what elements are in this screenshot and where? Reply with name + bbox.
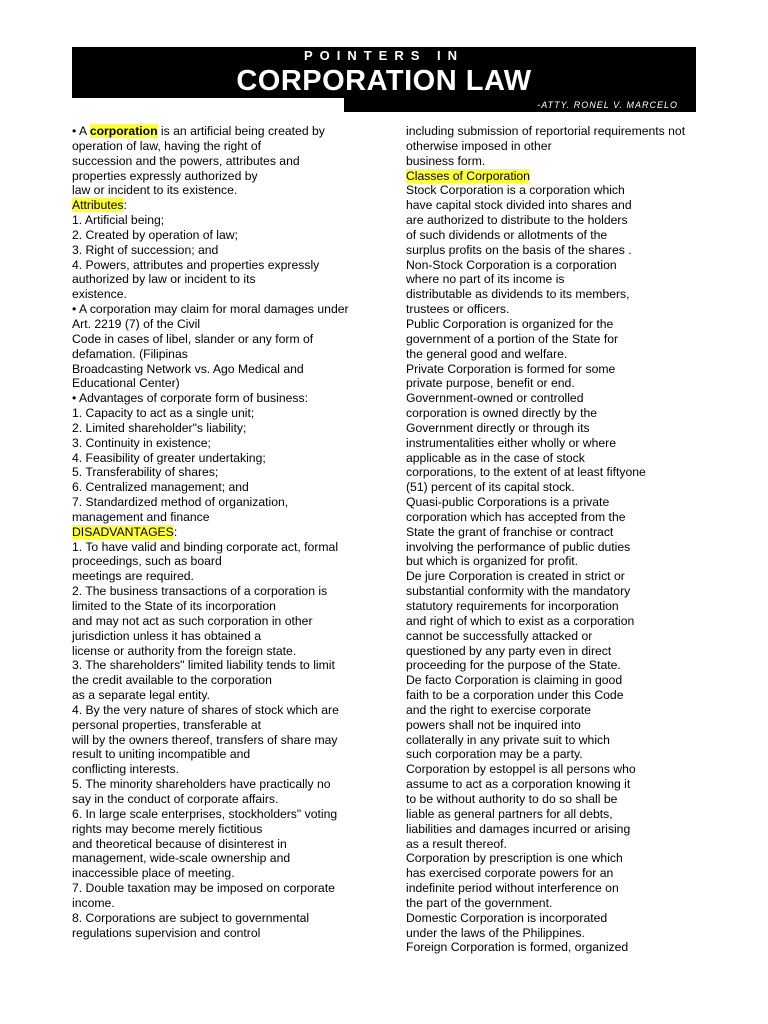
text-line: proceedings, such as board [72,554,222,569]
title-banner [72,47,696,112]
text-line: collaterally in any private suit to which [406,732,610,747]
text-line: Public Corporation is organized for the [406,316,614,331]
text-line: as a result thereof. [406,836,507,851]
right-lines-b [406,183,706,955]
text-line: 6. Centralized management; and [72,480,249,495]
text-line: 5. The minority shareholders have practically no [72,777,331,792]
text-line: and theoretical because of disinterest in [72,836,287,851]
text-line: Non-Stock Corporation is a corporation [406,257,617,272]
text-line: income. [72,895,115,910]
text-line: cannot be successfully attacked or [406,628,593,643]
text-line: the credit available to the corporation [72,673,272,688]
text-line: • A corporation may claim for moral damages under [72,302,349,317]
text-line: indefinite period without interference on [406,881,619,896]
text-line: substantial conformity with the mandatory [406,584,631,599]
text-line: personal properties, transferable at [72,717,262,732]
text-line: inaccessible place of meeting. [72,866,235,881]
text-line: 7. Standardized method of organization, [72,495,289,510]
left-column [72,124,372,940]
text-line: limited to the State of its incorporation [72,599,276,613]
text-line: State the grant of franchise or contract [406,524,614,539]
text-line: management, wide-scale ownership and [72,851,291,866]
attributes-heading-line [72,198,372,213]
text-line: distributable as dividends to its members, [406,287,630,302]
text-line: corporations, to the extent of at least fiftyone [406,465,646,480]
banner-pointers-text: POINTERS IN [303,48,465,63]
text-line: (51) percent of its capital stock. [406,480,575,495]
text-line: where no part of its income is [406,272,565,287]
text-line: • Advantages of corporate form of business: [72,391,308,406]
classes-heading: Classes of Corporation [406,168,530,183]
text-line: Government-owned or controlled [406,391,584,406]
text-line: 4. By the very nature of shares of stock which are [72,702,339,717]
disadvantages-heading-line [72,525,372,540]
attributes-heading: Attributes [72,198,124,213]
text-line: Code in cases of libel, slander or any form of [72,331,314,346]
text-line: corporation is owned directly by the [406,406,598,421]
intro-line [72,124,372,139]
author-line: -ATTY. RONEL V. MARCELO [537,100,678,110]
text-line: private purpose, benefit or end. [406,376,575,391]
text-line: to be without authority to do so shall be [406,791,618,806]
text-line: as a separate legal entity. [72,688,210,703]
text-line: business form. [406,153,486,168]
text-line: properties expressly authorized by [72,168,258,183]
text-line: De facto Corporation is claiming in good [406,673,623,688]
text-line: De jure Corporation is created in strict or [406,569,625,584]
text-line: 3. The shareholders" limited liability tends to limit [72,658,335,673]
text-line: operation of law, having the right of [72,138,262,153]
text-line: and may not act as such corporation in other [72,613,313,628]
text-line: the part of the government. [406,895,553,910]
text-line: liabilities and damages incurred or arising [406,821,631,836]
text-line: trustees or officers. [406,302,510,317]
text-line: involving the performance of public duties [406,539,631,554]
text-line: questioned by any party even in direct [406,643,612,658]
left-lines-c [72,540,372,941]
text-line: conflicting interests. [72,762,180,777]
text-line: meetings are required. [72,569,194,584]
text-line: corporation which has accepted from the [406,509,626,524]
text-line: existence. [72,287,127,302]
text-line: 2. Created by operation of law; [72,227,238,242]
text-line: 5. Transferability of shares; [72,465,219,480]
text-line: Domestic Corporation is incorporated [406,910,608,925]
disadvantages-heading: DISADVANTAGES [72,524,174,539]
text-line: have capital stock divided into shares and [406,198,632,213]
text-line: 8. Corporations are subject to governmental [72,910,310,925]
text-line: regulations supervision and control [72,925,261,940]
text-line: government of a portion of the State for [406,331,619,346]
text-line: defamation. (Filipinas [72,346,188,361]
text-line: 2. Limited shareholder"s liability; [72,420,247,435]
text-line: Corporation by estoppel is all persons who [406,762,636,777]
text-line: the general good and welfare. [406,346,568,361]
text-line: 1. Artificial being; [72,213,165,228]
text-line: 4. Powers, attributes and properties expressly [72,257,320,272]
text-line: Private Corporation is formed for some [406,361,616,376]
text-line: applicable as in the case of stock [406,450,585,465]
text-line: succession and the powers, attributes and [72,153,300,168]
text-line: statutory requirements for incorporation [406,599,619,613]
text-line: result to uniting incompatible and [72,747,251,762]
text-line: faith to be a corporation under this Code [406,688,624,703]
text-line: Stock Corporation is a corporation which [406,183,625,198]
text-line: authorized by law or incident to its [72,272,256,287]
left-lines-a [72,139,372,198]
text-line: and the right to exercise corporate [406,702,591,717]
text-line: liable as general partners for all debts, [406,806,613,821]
disadvantages-colon: : [173,524,178,539]
text-line: 2. The business transactions of a corporation is [72,584,328,599]
text-line: of such dividends or allotments of the [406,227,608,242]
text-line: and right of which to exist as a corporation [406,613,635,628]
text-line: including submission of reportorial requirements not [406,124,686,138]
text-line: but which is organized for profit. [406,554,579,569]
text-line: will by the owners thereof, transfers of share may [72,732,338,747]
text-line: are authorized to distribute to the holders [406,213,628,228]
text-line: Foreign Corporation is formed, organized [406,940,629,955]
text-line: 3. Continuity in existence; [72,435,211,450]
text-line: 7. Double taxation may be imposed on corporate [72,881,335,896]
text-line: Broadcasting Network vs. Ago Medical and [72,361,304,376]
text-line: rights may become merely fictitious [72,821,263,836]
attributes-colon: : [123,198,127,213]
text-line: license or authority from the foreign state. [72,643,297,658]
text-line: has exercised corporate powers for an [406,866,614,881]
text-line: 4. Feasibility of greater undertaking; [72,450,266,465]
text-line: Quasi-public Corporations is a private [406,495,610,510]
classes-heading-line [406,169,706,184]
text-line: instrumentalities either wholly or where [406,435,616,450]
text-line: law or incident to its existence. [72,183,238,198]
text-line: Government directly or through its [406,420,590,435]
banner-cutout [72,98,344,112]
text-line: 1. Capacity to act as a single unit; [72,406,255,421]
text-line: management and finance [72,509,210,524]
text-line: 3. Right of succession; and [72,242,219,257]
text-line: Corporation by prescription is one which [406,851,623,866]
text-line: surplus profits on the basis of the shares . [406,242,632,257]
right-column [406,124,706,955]
text-line: say in the conduct of corporate affairs. [72,791,279,806]
text-line: such corporation may be a party. [406,747,583,762]
bullet-text: • A [72,124,90,138]
right-lines-a [406,124,706,169]
text-line: 6. In large scale enterprises, stockholders" voting [72,806,338,821]
intro-rest-text: is an artificial being created by [157,124,325,138]
text-line: assume to act as a corporation knowing it [406,777,631,792]
left-lines-b [72,213,372,525]
text-line: under the laws of the Philippines. [406,925,585,940]
page-title: CORPORATION LAW [236,65,532,97]
text-line: powers shall not be inquired into [406,717,581,732]
text-line: jurisdiction unless it has obtained a [72,628,262,643]
text-line: proceeding for the purpose of the State. [406,658,621,673]
text-line: 1. To have valid and binding corporate act, formal [72,539,339,554]
text-line: otherwise imposed in other [406,138,552,153]
text-line: Art. 2219 (7) of the Civil [72,316,201,331]
corporation-term: corporation [89,124,158,138]
text-line: Educational Center) [72,376,180,391]
